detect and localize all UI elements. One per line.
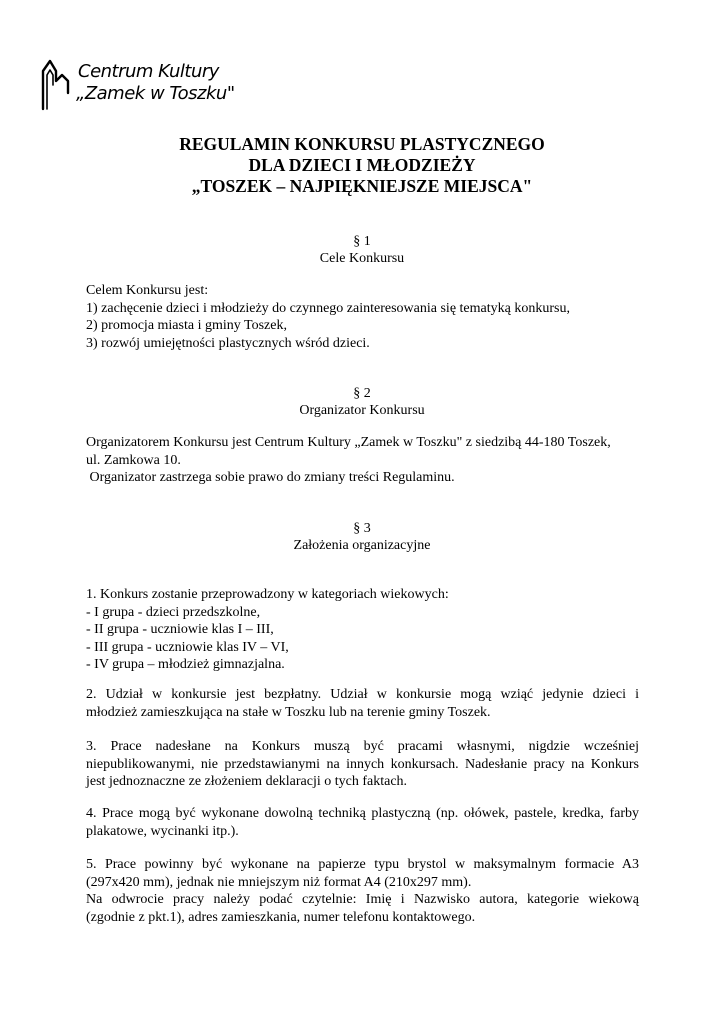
title-line2: DLA DZIECI I MŁODZIEŻY xyxy=(248,155,476,175)
section-1-intro: Celem Konkursu jest: xyxy=(86,283,209,298)
list-item: - IV grupa – młodzież gimnazjalna. xyxy=(86,657,285,672)
paragraph-line: młodzież zamieszkująca na stałe w Toszku lub na terenie gminy Toszek. xyxy=(86,704,491,720)
title-line1: REGULAMIN KONKURSU PLASTYCZNEGO xyxy=(179,134,545,154)
section-2-name: Organizator Konkursu xyxy=(299,403,425,418)
paragraph-line: 3. Prace nadesłane na Konkurs muszą być pracami własnymi, nigdzie wcześniej xyxy=(86,739,639,754)
paragraph-line: Organizator zastrzega sobie prawo do zmiany treści Regulaminu. xyxy=(86,470,455,485)
section-1-number: § 1 xyxy=(353,234,371,249)
list-item: 3) rozwój umiejętności plastycznych wśród dzieci. xyxy=(86,335,370,351)
section-1-body xyxy=(86,282,639,352)
paragraph-line: 4. Prace mogą być wykonane dowolną techniką plastyczną (np. ołówek, pastele, kredka, farby xyxy=(86,806,639,821)
list-item: 1) zachęcenie dzieci i młodzieży do czynnego zainteresowania się tematyką konkursu, xyxy=(86,300,570,316)
section-2-body xyxy=(86,434,639,487)
logo-text-line1: Centrum Kultury xyxy=(78,61,219,82)
paragraph-line: 1. Konkurs zostanie przeprowadzony w kategoriach wiekowych: xyxy=(86,587,449,602)
castle-logo-icon xyxy=(40,53,80,113)
point-4 xyxy=(86,805,639,840)
paragraph-line: ul. Zamkowa 10. xyxy=(86,452,181,468)
paragraph-line: (297x420 mm), jednak nie mniejszym niż format A4 (210x297 mm). xyxy=(86,874,472,890)
paragraph-line: Organizatorem Konkursu jest Centrum Kultury „Zamek w Toszku" z siedzibą 44-180 Toszek, xyxy=(86,435,611,450)
point-1 xyxy=(86,586,639,674)
paragraph-line: jest jednoznaczne ze złożeniem deklaracji o tych faktach. xyxy=(86,774,408,789)
point-2 xyxy=(86,686,639,721)
paragraph-line: 5. Prace powinny być wykonane na papierze typu brystol w maksymalnym formacie A3 xyxy=(86,857,639,872)
paragraph-line: 2. Udział w konkursie jest bezpłatny. Udział w konkursie mogą wziąć jedynie dzieci i xyxy=(86,687,639,702)
point-5 xyxy=(86,856,639,926)
section-3-heading xyxy=(0,520,724,554)
section-1-name: Cele Konkursu xyxy=(319,251,405,266)
logo-text-line2: „Zamek w Toszku" xyxy=(76,83,235,104)
paragraph-line: Na odwrocie pracy należy podać czytelnie: Imię i Nazwisko autora, kategorie wiekową xyxy=(86,892,639,907)
paragraph-line: niepublikowanymi, nie przedstawianymi na innych konkursach. Nadesłanie pracy na Konkurs xyxy=(86,756,639,772)
section-2-number: § 2 xyxy=(353,386,371,401)
paragraph-line: plakatowe, wycinanki itp.). xyxy=(86,823,239,839)
document-title xyxy=(0,134,724,197)
list-item: - II grupa - uczniowie klas I – III, xyxy=(86,622,274,637)
title-line3: „TOSZEK – NAJPIĘKNIEJSZE MIEJSCA" xyxy=(191,176,533,196)
paragraph-line: (zgodnie z pkt.1), adres zamieszkania, numer telefonu kontaktowego. xyxy=(86,909,476,925)
point-3 xyxy=(86,738,639,791)
section-3-name: Założenia organizacyjne xyxy=(293,538,431,553)
list-item: - III grupa - uczniowie klas IV – VI, xyxy=(86,639,289,655)
list-item: 2) promocja miasta i gminy Toszek, xyxy=(86,318,287,333)
list-item: - I grupa - dzieci przedszkolne, xyxy=(86,604,261,620)
section-2-heading xyxy=(0,385,724,419)
section-1-heading xyxy=(0,233,724,267)
section-3-number: § 3 xyxy=(353,521,371,536)
logo xyxy=(40,53,235,113)
